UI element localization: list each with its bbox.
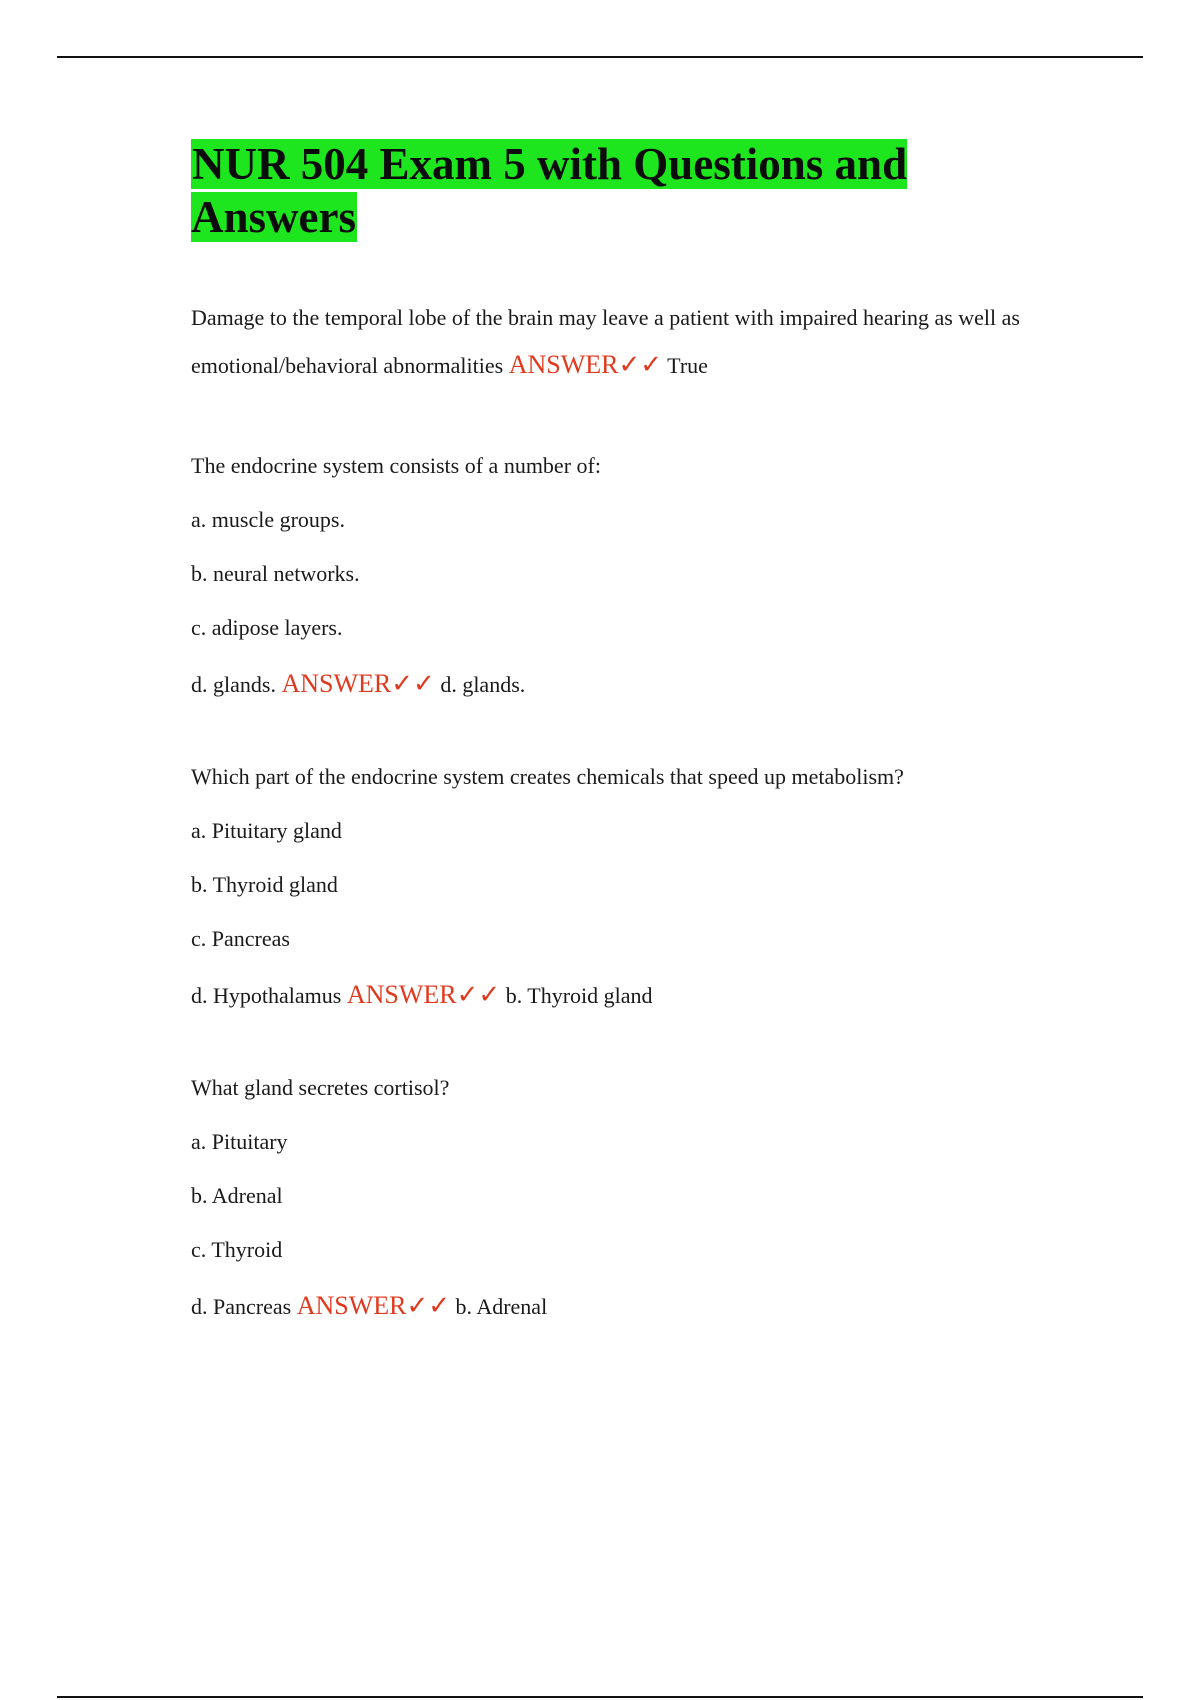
question-4-option-b: b. Adrenal — [191, 1183, 283, 1208]
question-3-option-c: c. Pancreas — [191, 926, 290, 951]
answer-label: ANSWER✓✓ — [346, 980, 501, 1009]
question-3-answer: b. Thyroid gland — [505, 983, 653, 1008]
question-2-option-c: c. adipose layers. — [191, 615, 343, 640]
question-1-text: Damage to the temporal lobe of the brain may leave a patient with impaired hearing as well as emotional/behavioral abnormalities — [191, 305, 1020, 378]
question-1-answer: True — [667, 353, 708, 378]
question-4-option-d — [191, 1291, 1051, 1322]
question-3 — [191, 762, 1051, 1011]
question-2-option-a: a. muscle groups. — [191, 507, 345, 532]
question-2 — [191, 451, 1051, 700]
question-3-option-a: a. Pituitary gland — [191, 818, 342, 843]
document-title — [191, 138, 1051, 244]
answer-label: ANSWER✓✓ — [296, 1291, 451, 1320]
question-4-stem: What gland secretes cortisol? — [191, 1075, 450, 1100]
question-2-option-d-text: d. glands. — [191, 672, 276, 697]
question-4-answer: b. Adrenal — [455, 1294, 548, 1319]
question-2-option-b: b. neural networks. — [191, 561, 360, 586]
document-body — [191, 138, 1051, 1322]
question-1-stem — [191, 294, 1051, 389]
question-3-option-b: b. Thyroid gland — [191, 872, 338, 897]
question-1 — [191, 294, 1051, 389]
answer-label: ANSWER✓✓ — [281, 669, 435, 698]
title-highlight: NUR 504 Exam 5 with Questions and Answers — [191, 139, 908, 242]
question-4-option-a: a. Pituitary — [191, 1129, 288, 1154]
question-3-option-d-text: d. Hypothalamus — [191, 983, 342, 1008]
question-3-stem: Which part of the endocrine system creates chemicals that speed up metabolism? — [191, 764, 904, 789]
question-2-stem: The endocrine system consists of a number of: — [191, 453, 601, 478]
question-4 — [191, 1073, 1051, 1322]
question-2-answer: d. glands. — [440, 672, 526, 697]
top-rule — [57, 56, 1143, 58]
bottom-rule — [57, 1696, 1143, 1698]
answer-label: ANSWER✓✓ — [508, 350, 663, 379]
question-4-option-c: c. Thyroid — [191, 1237, 283, 1262]
question-2-option-d — [191, 669, 1051, 700]
question-3-option-d — [191, 980, 1051, 1011]
question-4-option-d-text: d. Pancreas — [191, 1294, 292, 1319]
